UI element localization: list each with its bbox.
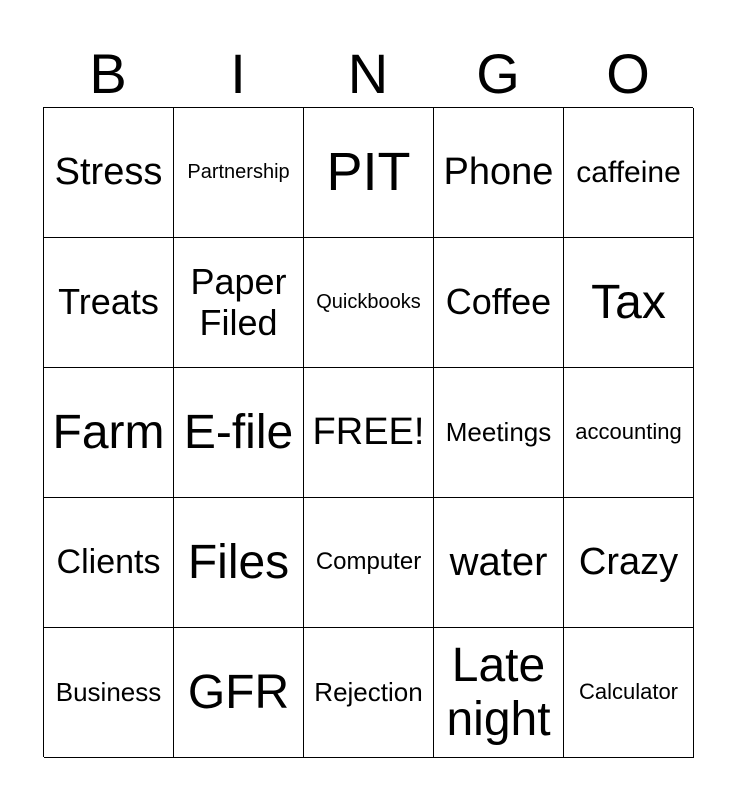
free-space-cell[interactable]: FREE! xyxy=(304,368,434,498)
header-letter-b: B xyxy=(89,42,127,105)
bingo-cell[interactable]: Partnership xyxy=(174,108,304,238)
bingo-cell[interactable]: caffeine xyxy=(564,108,694,238)
bingo-cell[interactable]: Coffee xyxy=(434,238,564,368)
bingo-cell[interactable]: Rejection xyxy=(304,628,434,758)
bingo-cell[interactable]: PIT xyxy=(304,108,434,238)
bingo-cell[interactable]: Meetings xyxy=(434,368,564,498)
bingo-cell[interactable]: Tax xyxy=(564,238,694,368)
bingo-cell[interactable]: Quickbooks xyxy=(304,238,434,368)
bingo-cell[interactable]: Computer xyxy=(304,498,434,628)
header-letter-n: N xyxy=(347,42,389,105)
bingo-cell[interactable]: Phone xyxy=(434,108,564,238)
bingo-cell[interactable]: Crazy xyxy=(564,498,694,628)
bingo-cell[interactable]: Late night xyxy=(434,628,564,758)
bingo-cell[interactable]: Files xyxy=(174,498,304,628)
bingo-cell[interactable]: GFR xyxy=(174,628,304,758)
bingo-cell[interactable]: Stress xyxy=(44,108,174,238)
bingo-cell[interactable]: Business xyxy=(44,628,174,758)
header-letter-i: I xyxy=(230,42,246,105)
bingo-cell[interactable]: Calculator xyxy=(564,628,694,758)
bingo-cell[interactable]: Paper Filed xyxy=(174,238,304,368)
bingo-cell[interactable]: accounting xyxy=(564,368,694,498)
header-letter-g: G xyxy=(476,42,520,105)
bingo-board xyxy=(43,107,693,757)
bingo-header xyxy=(43,40,693,108)
bingo-cell[interactable]: E-file xyxy=(174,368,304,498)
header-letter-o: O xyxy=(606,42,650,105)
bingo-cell[interactable]: Clients xyxy=(44,498,174,628)
bingo-cell[interactable]: Farm xyxy=(44,368,174,498)
bingo-cell[interactable]: Treats xyxy=(44,238,174,368)
bingo-cell[interactable]: water xyxy=(434,498,564,628)
